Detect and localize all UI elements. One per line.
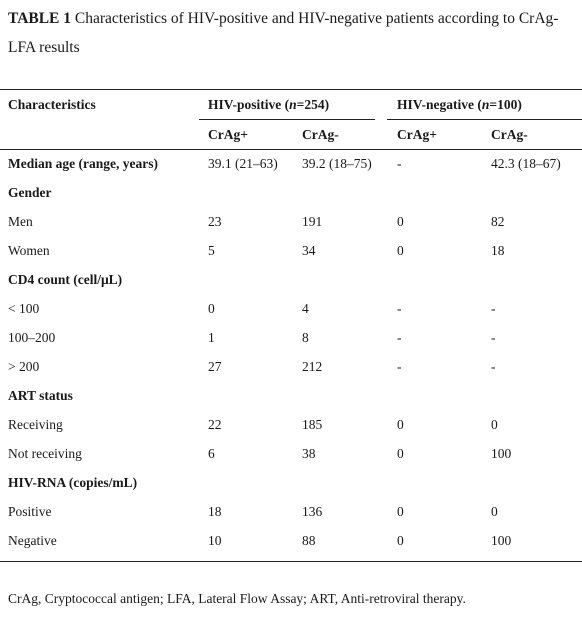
row-label: Positive (8, 504, 52, 519)
hiv-negative-underline (387, 119, 582, 120)
row-label: > 200 (8, 359, 40, 374)
table-label: TABLE 1 (8, 10, 72, 27)
table-cell: 0 (397, 446, 404, 461)
table-cell: - (491, 359, 496, 374)
table-cell: - (397, 359, 402, 374)
row-label: HIV-RNA (copies/mL) (8, 475, 138, 490)
table-caption (8, 4, 573, 62)
row-label: CD4 count (cell/μL) (8, 272, 123, 287)
row-label: Gender (8, 185, 52, 200)
table-cell: 136 (302, 504, 323, 519)
table-cell: 39.1 (21–63) (208, 156, 278, 171)
table-cell: 23 (208, 214, 222, 229)
table-cell: 212 (302, 359, 323, 374)
header-rule (0, 149, 582, 150)
header-hiv-negative: HIV-negative (n=100) (397, 97, 522, 112)
table-cell: 0 (397, 417, 404, 432)
table-title: Characteristics of HIV-positive and HIV-negative patients according to CrAg-LFA results (8, 10, 559, 56)
subheader-hivneg-crag-neg: CrAg- (491, 127, 528, 142)
row-label: Receiving (8, 417, 63, 432)
table-cell: 0 (491, 504, 498, 519)
subheader-hivpos-crag-pos: CrAg+ (208, 127, 248, 142)
table-cell: 88 (302, 533, 316, 548)
table-cell: 0 (397, 243, 404, 258)
table-cell: 5 (208, 243, 215, 258)
bottom-rule (0, 561, 582, 562)
row-label: Men (8, 214, 33, 229)
row-label: 100–200 (8, 330, 56, 345)
row-label: Median age (range, years) (8, 156, 158, 171)
top-rule (0, 89, 582, 90)
table-cell: 38 (302, 446, 316, 461)
table-cell: 10 (208, 533, 222, 548)
table-cell: 34 (302, 243, 316, 258)
header-hiv-positive: HIV-positive (n=254) (208, 97, 330, 112)
table-cell: 39.2 (18–75) (302, 156, 372, 171)
subheader-hivneg-crag-pos: CrAg+ (397, 127, 437, 142)
table-cell: 4 (302, 301, 309, 316)
table-cell: - (397, 156, 402, 171)
row-label: < 100 (8, 301, 40, 316)
table-cell: 100 (491, 533, 512, 548)
table-cell: 0 (397, 533, 404, 548)
table-cell: 18 (208, 504, 222, 519)
table-cell: 0 (397, 214, 404, 229)
table-cell: 100 (491, 446, 512, 461)
row-label: ART status (8, 388, 73, 403)
table-cell: 0 (208, 301, 215, 316)
table-cell: - (491, 301, 496, 316)
table-cell: 82 (491, 214, 505, 229)
table-cell: 0 (491, 417, 498, 432)
row-label: Not receiving (8, 446, 82, 461)
subheader-hivpos-crag-neg: CrAg- (302, 127, 339, 142)
table-cell: - (397, 301, 402, 316)
table-cell: 1 (208, 330, 215, 345)
table-cell: 22 (208, 417, 222, 432)
table-cell: - (491, 330, 496, 345)
row-label: Negative (8, 533, 57, 548)
table-cell: 0 (397, 504, 404, 519)
header-characteristics: Characteristics (8, 97, 96, 112)
table-cell: - (397, 330, 402, 345)
table-cell: 27 (208, 359, 222, 374)
table-cell: 6 (208, 446, 215, 461)
table-cell: 185 (302, 417, 323, 432)
hiv-positive-underline (199, 119, 375, 120)
table-cell: 191 (302, 214, 323, 229)
row-label: Women (8, 243, 50, 258)
table-footnote: CrAg, Cryptococcal antigen; LFA, Lateral Flow Assay; ART, Anti-retroviral therapy. (8, 591, 466, 606)
table-cell: 8 (302, 330, 309, 345)
table-cell: 18 (491, 243, 505, 258)
table-cell: 42.3 (18–67) (491, 156, 561, 171)
